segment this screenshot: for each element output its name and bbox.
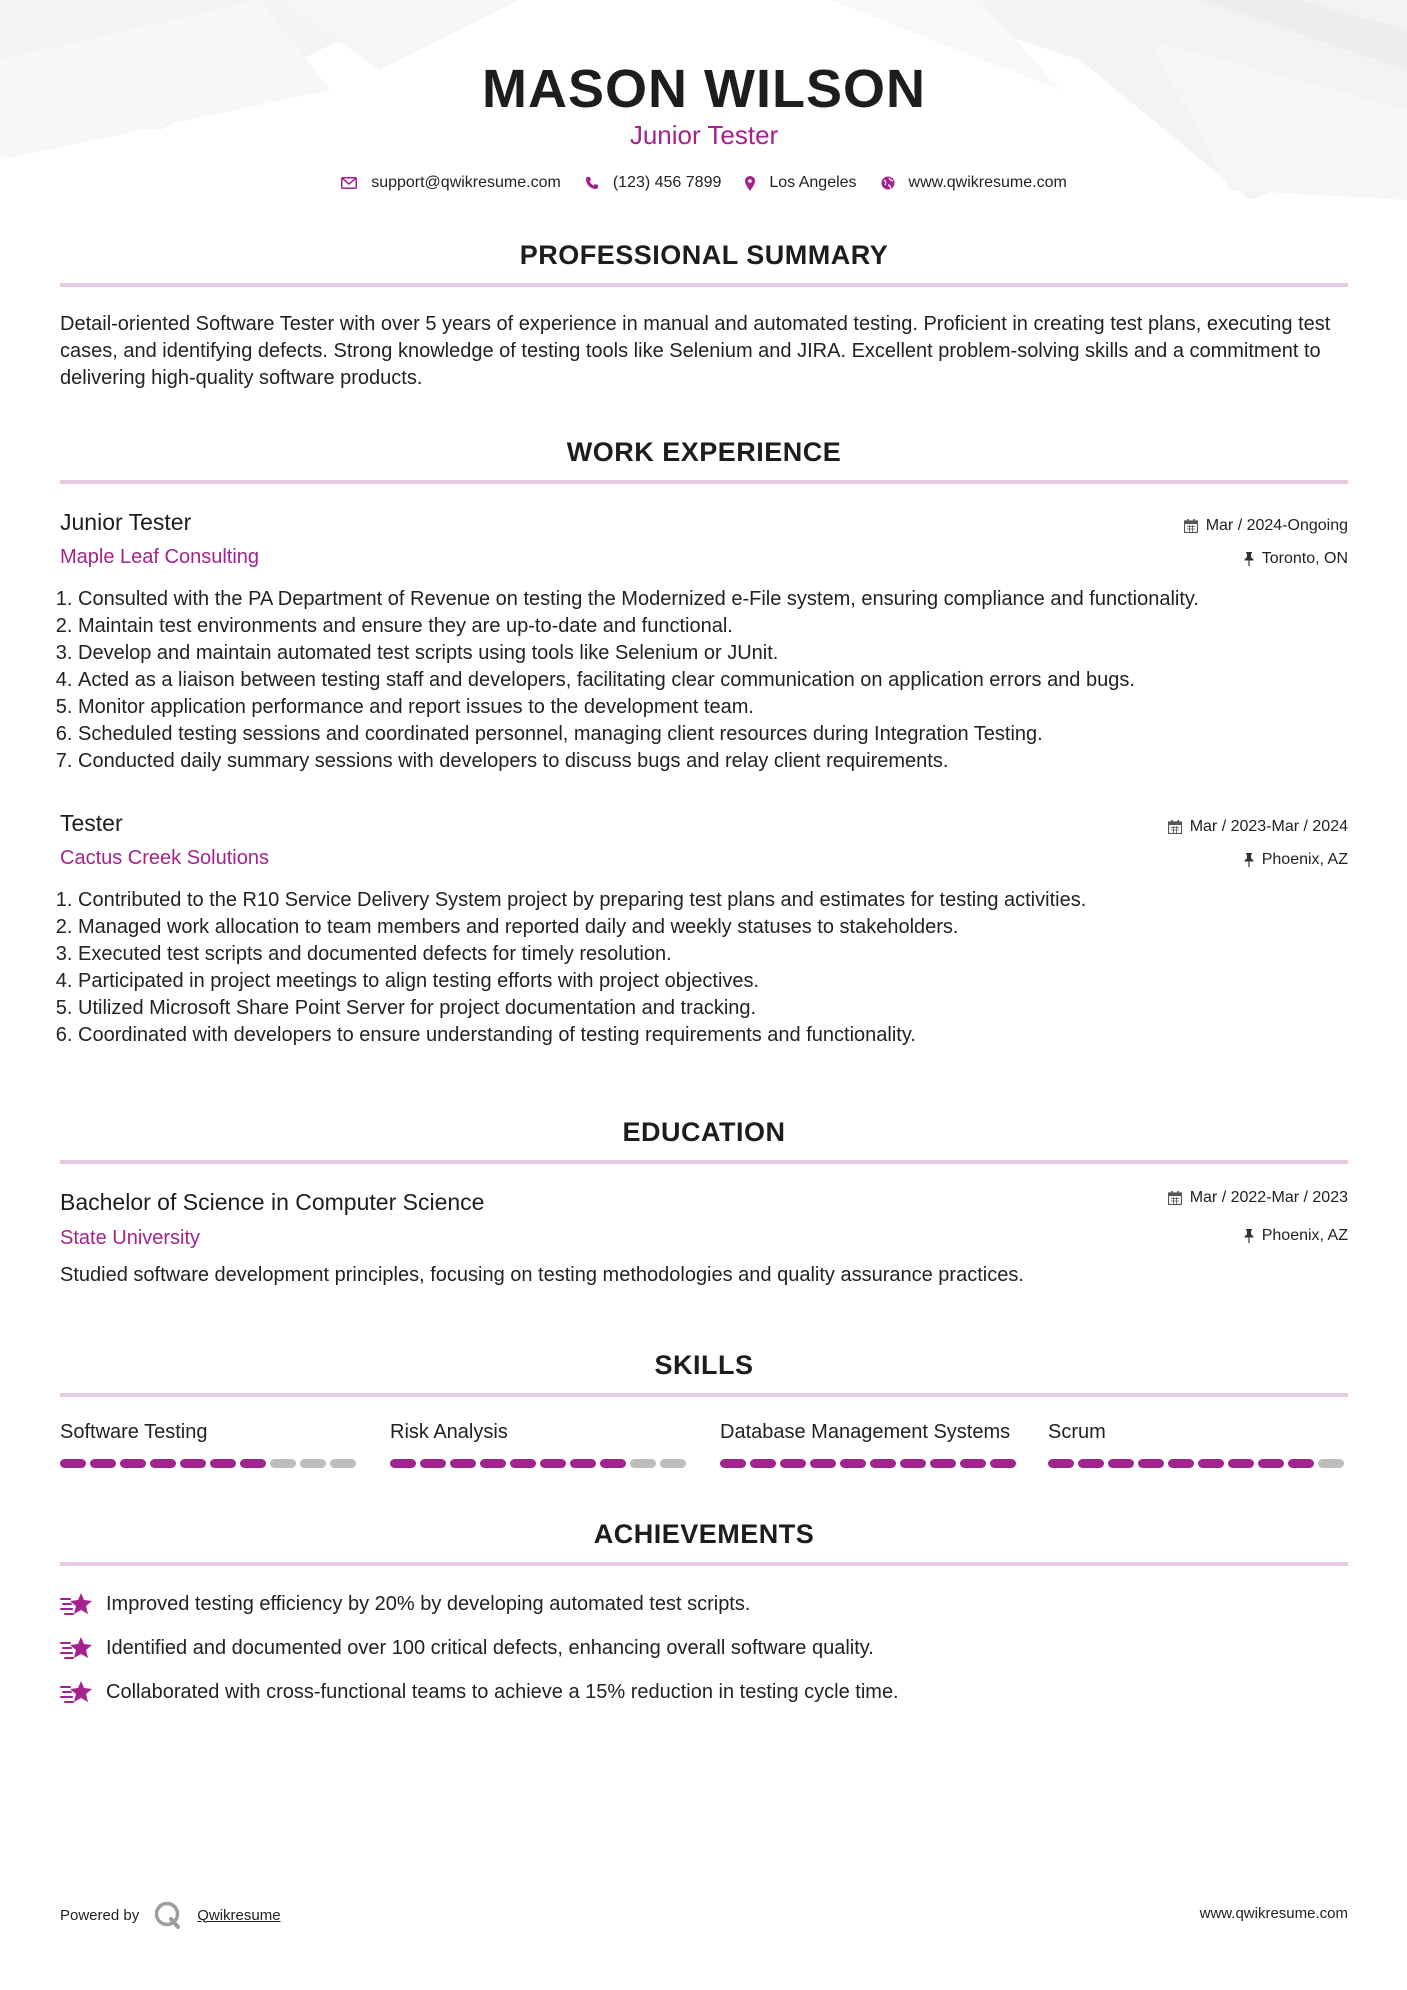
- qwikresume-link[interactable]: Qwikresume: [197, 1906, 281, 1924]
- skill-level-segment: [480, 1459, 506, 1468]
- achievements-heading: ACHIEVEMENTS: [593, 1519, 815, 1549]
- skills-heading: SKILLS: [654, 1350, 754, 1380]
- skill-level-segment: [1228, 1459, 1254, 1468]
- skill-level-segment: [300, 1459, 326, 1468]
- list-item: 2. Maintain test environments and ensure they are up-to-date and functional.: [78, 613, 1348, 640]
- contact-location-text: Los Angeles: [769, 174, 857, 191]
- calendar-icon: [1168, 820, 1182, 834]
- skill-level-bar: [390, 1459, 690, 1468]
- phone-icon: [585, 176, 599, 190]
- skills-list: [60, 1421, 1348, 1481]
- education-school: State University: [60, 1227, 201, 1249]
- skill-level-segment: [1198, 1459, 1224, 1468]
- list-item: 4. Acted as a liaison between testing staff and developers, facilitating clear communication on application errors and bugs.: [78, 667, 1348, 694]
- skill-level-segment: [900, 1459, 926, 1468]
- education-dates: [1168, 1189, 1348, 1207]
- job-title: Tester: [60, 810, 123, 836]
- list-item: 3. Develop and maintain automated test scripts using tools like Selenium or JUnit.: [78, 640, 1348, 667]
- skill-level-segment: [660, 1459, 686, 1468]
- education-divider: [60, 1160, 1348, 1164]
- contact-email-text: support@qwikresume.com: [371, 174, 561, 191]
- education-description: Studied software development principles, focusing on testing methodologies and quality assurance practices.: [60, 1264, 1024, 1286]
- job-dates-text: Mar / 2023-Mar / 2024: [1189, 818, 1348, 835]
- skill-level-segment: [1168, 1459, 1194, 1468]
- globe-icon: [881, 176, 895, 190]
- skill-name: Risk Analysis: [390, 1421, 508, 1443]
- calendar-icon: [1184, 519, 1198, 533]
- education-heading: EDUCATION: [622, 1117, 786, 1147]
- envelope-icon: [341, 177, 357, 189]
- skills-divider: [60, 1393, 1348, 1397]
- job-company: Cactus Creek Solutions: [60, 847, 269, 869]
- summary-divider: [60, 283, 1348, 287]
- footer-website[interactable]: www.qwikresume.com: [1199, 1905, 1348, 1922]
- job-dates: [1168, 818, 1348, 836]
- contact-bar: [60, 174, 1348, 192]
- skill-level-segment: [1138, 1459, 1164, 1468]
- skill-name: Database Management Systems: [720, 1421, 1011, 1443]
- skill-level-segment: [930, 1459, 956, 1468]
- job-dates: [1184, 517, 1348, 535]
- skill-level-segment: [570, 1459, 596, 1468]
- skill-level-segment: [270, 1459, 296, 1468]
- list-item: 4. Participated in project meetings to align testing efforts with project objectives.: [78, 968, 1348, 995]
- pushpin-icon: [1244, 552, 1254, 566]
- skill-level-segment: [750, 1459, 776, 1468]
- list-item: 5. Monitor application performance and report issues to the development team.: [78, 694, 1348, 721]
- contact-location: [745, 174, 856, 192]
- skill-level-segment: [870, 1459, 896, 1468]
- shooting-star-icon: [60, 1678, 94, 1706]
- job-location: [1244, 851, 1348, 869]
- skill-level-segment: [780, 1459, 806, 1468]
- skill-level-segment: [240, 1459, 266, 1468]
- job-company: Maple Leaf Consulting: [60, 546, 260, 568]
- achievement-item: [60, 1634, 1348, 1662]
- skill-level-segment: [1078, 1459, 1104, 1468]
- education-location: [1244, 1227, 1348, 1245]
- achievement-text: Improved testing efficiency by 20% by developing automated test scripts.: [106, 1592, 751, 1615]
- skill-level-segment: [390, 1459, 416, 1468]
- job-responsibilities: [60, 586, 1348, 775]
- skill-level-segment: [210, 1459, 236, 1468]
- powered-by-label: Powered by: [60, 1906, 140, 1924]
- summary-text: Detail-oriented Software Tester with over 5 years of experience in manual and automated testing. Proficient in creating test plans, executing test cases, and identifying defects. Strong knowledge of testing tools like Selenium and JIRA. Excellent problem-solving skills and a commitment to delivering high-quality software products.: [60, 313, 1331, 389]
- list-item: 5. Utilized Microsoft Share Point Server for project documentation and tracking.: [78, 995, 1348, 1022]
- skill-level-segment: [1258, 1459, 1284, 1468]
- list-item: 3. Executed test scripts and documented defects for timely resolution.: [78, 941, 1348, 968]
- footer-powered-by: [60, 1900, 281, 1930]
- skill-level-bar: [60, 1459, 360, 1468]
- skill-level-segment: [510, 1459, 536, 1468]
- skill-level-segment: [960, 1459, 986, 1468]
- achievement-text: Collaborated with cross-functional teams to achieve a 15% reduction in testing cycle time.: [106, 1680, 899, 1703]
- skill-level-bar: [720, 1459, 1020, 1468]
- skill-item: [720, 1421, 1020, 1468]
- skill-level-segment: [1108, 1459, 1134, 1468]
- skill-level-segment: [180, 1459, 206, 1468]
- education-location-text: Phoenix, AZ: [1261, 1227, 1348, 1244]
- job-title: Junior Tester: [60, 509, 192, 535]
- skill-level-segment: [420, 1459, 446, 1468]
- skill-name: Software Testing: [60, 1421, 208, 1443]
- education-dates-text: Mar / 2022-Mar / 2023: [1189, 1189, 1348, 1206]
- experience-heading: WORK EXPERIENCE: [566, 437, 842, 467]
- education-degree: Bachelor of Science in Computer Science: [60, 1189, 485, 1215]
- experience-divider: [60, 480, 1348, 484]
- skill-item: [390, 1421, 690, 1468]
- contact-website-text: www.qwikresume.com: [908, 174, 1067, 191]
- summary-heading: PROFESSIONAL SUMMARY: [519, 240, 889, 270]
- shooting-star-icon: [60, 1634, 94, 1662]
- skill-level-segment: [720, 1459, 746, 1468]
- skill-item: [60, 1421, 360, 1468]
- shooting-star-icon: [60, 1590, 94, 1618]
- calendar-icon: [1168, 1191, 1182, 1205]
- candidate-role: Junior Tester: [629, 120, 779, 150]
- skill-level-segment: [330, 1459, 356, 1468]
- skill-level-bar: [1048, 1459, 1348, 1468]
- list-item: 7. Conducted daily summary sessions with developers to discuss bugs and relay client requirements.: [78, 748, 1348, 775]
- map-pin-icon: [745, 176, 755, 191]
- candidate-name: MASON WILSON: [482, 59, 926, 119]
- skill-level-segment: [450, 1459, 476, 1468]
- list-item: 1. Consulted with the PA Department of Revenue on testing the Modernized e-File system, ensuring compliance and functionality.: [78, 586, 1348, 613]
- job-location-text: Phoenix, AZ: [1261, 851, 1348, 868]
- contact-website[interactable]: [881, 174, 1067, 192]
- skill-level-segment: [810, 1459, 836, 1468]
- achievement-item: [60, 1590, 1348, 1618]
- job-responsibilities: [60, 887, 1348, 1049]
- skill-level-segment: [120, 1459, 146, 1468]
- skill-level-segment: [630, 1459, 656, 1468]
- achievements-divider: [60, 1562, 1348, 1566]
- contact-phone-text: (123) 456 7899: [612, 174, 722, 191]
- skill-level-segment: [990, 1459, 1016, 1468]
- skill-level-segment: [1318, 1459, 1344, 1468]
- qwikresume-logo-icon: [153, 1900, 183, 1930]
- pushpin-icon: [1244, 853, 1254, 867]
- contact-email[interactable]: [341, 174, 561, 192]
- pushpin-icon: [1244, 1229, 1254, 1243]
- job-location-text: Toronto, ON: [1261, 550, 1348, 567]
- skill-level-segment: [1288, 1459, 1314, 1468]
- contact-phone[interactable]: [585, 174, 722, 192]
- skill-level-segment: [540, 1459, 566, 1468]
- job-dates-text: Mar / 2024-Ongoing: [1205, 517, 1348, 534]
- skill-level-segment: [1048, 1459, 1074, 1468]
- skill-level-segment: [600, 1459, 626, 1468]
- skill-level-segment: [90, 1459, 116, 1468]
- list-item: 6. Coordinated with developers to ensure understanding of testing requirements and functionality.: [78, 1022, 1348, 1049]
- skill-level-segment: [150, 1459, 176, 1468]
- skill-item: [1048, 1421, 1348, 1468]
- list-item: 2. Managed work allocation to team members and reported daily and weekly statuses to stakeholders.: [78, 914, 1348, 941]
- skill-level-segment: [840, 1459, 866, 1468]
- skill-level-segment: [60, 1459, 86, 1468]
- job-location: [1244, 550, 1348, 568]
- list-item: 1. Contributed to the R10 Service Delivery System project by preparing test plans and estimates for testing activities.: [78, 887, 1348, 914]
- achievement-item: [60, 1678, 1348, 1706]
- achievement-text: Identified and documented over 100 critical defects, enhancing overall software quality.: [106, 1636, 874, 1659]
- list-item: 6. Scheduled testing sessions and coordinated personnel, managing client resources during Integration Testing.: [78, 721, 1348, 748]
- skill-name: Scrum: [1048, 1421, 1106, 1443]
